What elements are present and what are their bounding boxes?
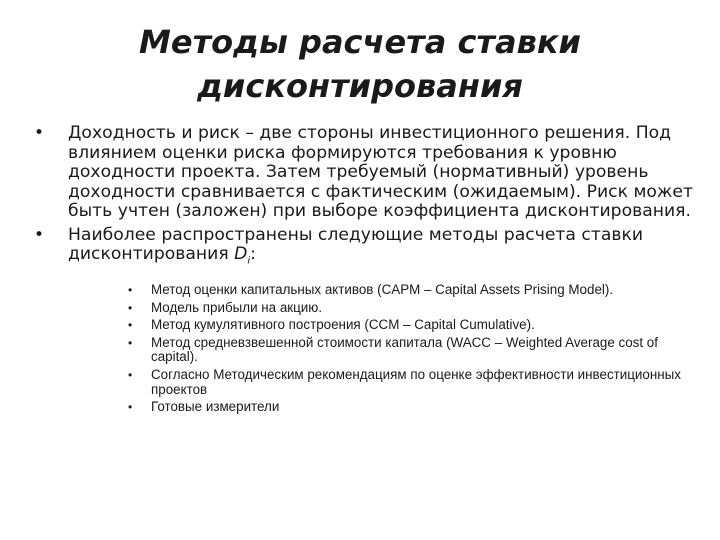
- symbol-subscript: i: [247, 255, 251, 267]
- bullet-item-risk-return: [34, 124, 694, 222]
- bullet-text: Доходность и риск – две стороны инвестиционного решения. Под влиянием оценки риска формируются требования к уровню доходности проекта. Затем требуемый (нормативный) уровень доходности сравнивается с фактическим (ожидаемым). Риск может быть учтен (заложен) при выборе коэффициента дисконтирования.: [68, 123, 693, 221]
- sub-bullet-ready-measures: [128, 400, 694, 415]
- sub-bullet-text: Готовые измерители: [151, 399, 280, 415]
- methods-sub-list: [128, 283, 694, 415]
- bullet-text: Наиболее распространены следующие методы расчета ставки дисконтирования: [68, 224, 644, 264]
- sub-bullet-ccm: [128, 318, 694, 333]
- bullet-dot-icon: •: [128, 300, 133, 315]
- bullet-dot-icon: •: [128, 335, 133, 350]
- sub-bullet-text: Метод кумулятивного построения (CCM – Capital Cumulative).: [151, 317, 535, 333]
- bullet-dot-icon: •: [128, 318, 133, 333]
- sub-bullet-text: Согласно Методическим рекомендациям по оценке эффективности инвестиционных проектов: [151, 366, 681, 397]
- sub-bullet-guidelines: [128, 368, 694, 397]
- bullet-dot-icon: •: [34, 123, 45, 143]
- slide-title-line-1: Методы расчета ставки: [139, 23, 581, 61]
- sub-bullet-text: Модель прибыли на акцию.: [151, 299, 323, 315]
- main-bullet-list: [34, 124, 694, 418]
- sub-bullet-capm: [128, 283, 694, 298]
- bullet-dot-icon: •: [128, 367, 133, 382]
- sub-bullet-wacc: [128, 336, 694, 365]
- sub-bullet-text: Метод средневзвешенной стоимости капитала (WACC – Weighted Average cost of capital).: [151, 334, 658, 365]
- bullet-dot-icon: •: [128, 282, 133, 297]
- slide-title-line-2: дисконтирования: [197, 67, 523, 105]
- discount-rate-symbol: [234, 244, 251, 267]
- sub-bullet-text: Метод оценки капитальных активов (CAPM – Capital Assets Prising Model).: [151, 281, 614, 297]
- slide-title: [60, 20, 660, 108]
- bullet-suffix: :: [250, 244, 256, 264]
- bullet-dot-icon: •: [34, 224, 45, 245]
- symbol-letter: D: [234, 244, 248, 264]
- sub-bullet-eps-model: [128, 301, 694, 316]
- bullet-dot-icon: •: [128, 400, 133, 415]
- bullet-item-methods: [34, 226, 694, 415]
